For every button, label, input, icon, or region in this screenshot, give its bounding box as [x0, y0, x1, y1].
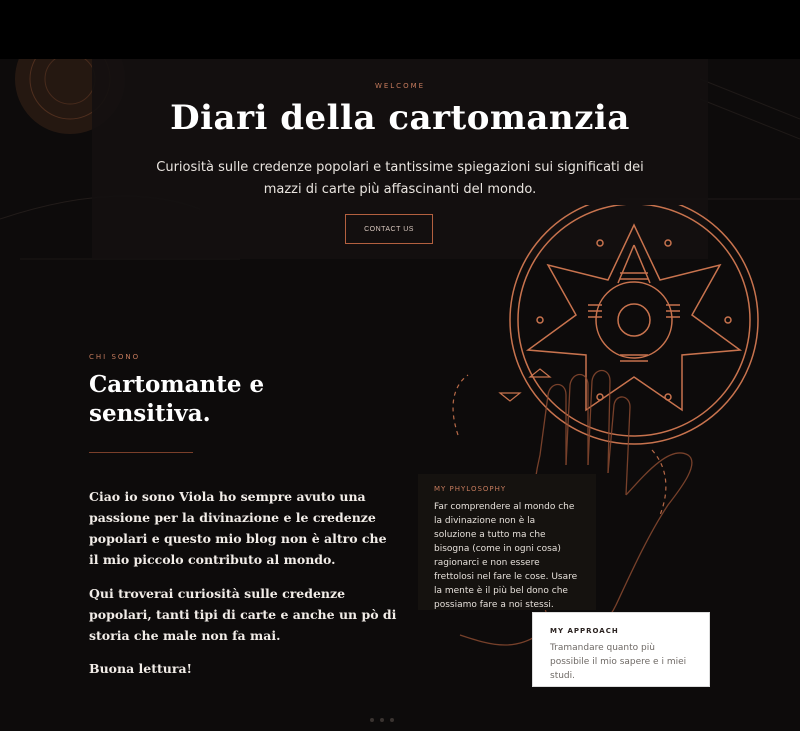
- hero-eyebrow: WELCOME: [374, 82, 426, 90]
- about-eyebrow: CHI SONO: [89, 353, 141, 361]
- top-bar: [0, 0, 800, 59]
- about-title-line2: sensitiva.: [89, 400, 211, 427]
- slider-dot[interactable]: [380, 718, 384, 722]
- approach-card: [532, 612, 710, 687]
- page-title: Diari della cartomanzia: [170, 98, 630, 138]
- slider-dots: [370, 718, 394, 722]
- philosophy-label: MY PHYLOSOPHY: [434, 485, 507, 493]
- approach-text: Tramandare quanto più possibile il mio sapere e i miei studi.: [550, 643, 687, 681]
- about-paragraph-2: Qui troverai curiosità sulle credenze popolari, tanti tipi di carte e anche un pò di storia che male non fa mai.: [89, 586, 397, 643]
- hero-subtitle-line1: Curiosità sulle credenze popolari e tantissime spiegazioni sui significati dei: [156, 160, 644, 175]
- philosophy-text: Far comprendere al mondo che la divinazione non è la soluzione a tutto ma che bisogna (come in ogni cosa) ragionarci e non essere frettolosi nel fare le cose. Usare la mente è il più bel dono che possiamo fare a noi stessi.: [434, 502, 578, 610]
- philosophy-card: [418, 474, 596, 610]
- approach-label: MY APPROACH: [550, 627, 619, 635]
- slider-dot[interactable]: [370, 718, 374, 722]
- about-paragraph-3: Buona lettura!: [89, 661, 193, 676]
- about-title-line1: Cartomante e: [89, 371, 265, 398]
- hero-subtitle: [150, 157, 650, 201]
- about-title: [89, 370, 349, 428]
- mandala-icon: [510, 205, 758, 444]
- about-paragraph-1: Ciao io sono Viola ho sempre avuto una passione per la divinazione e le credenze popolari e questo mio blog non è altro che il mio piccolo contributo al mondo.: [89, 489, 387, 567]
- hero-subtitle-line2: mazzi di carte più affascinanti del mondo.: [263, 182, 537, 197]
- contact-us-button[interactable]: CONTACT US: [345, 214, 433, 244]
- divider: [89, 452, 193, 453]
- slider-dot[interactable]: [390, 718, 394, 722]
